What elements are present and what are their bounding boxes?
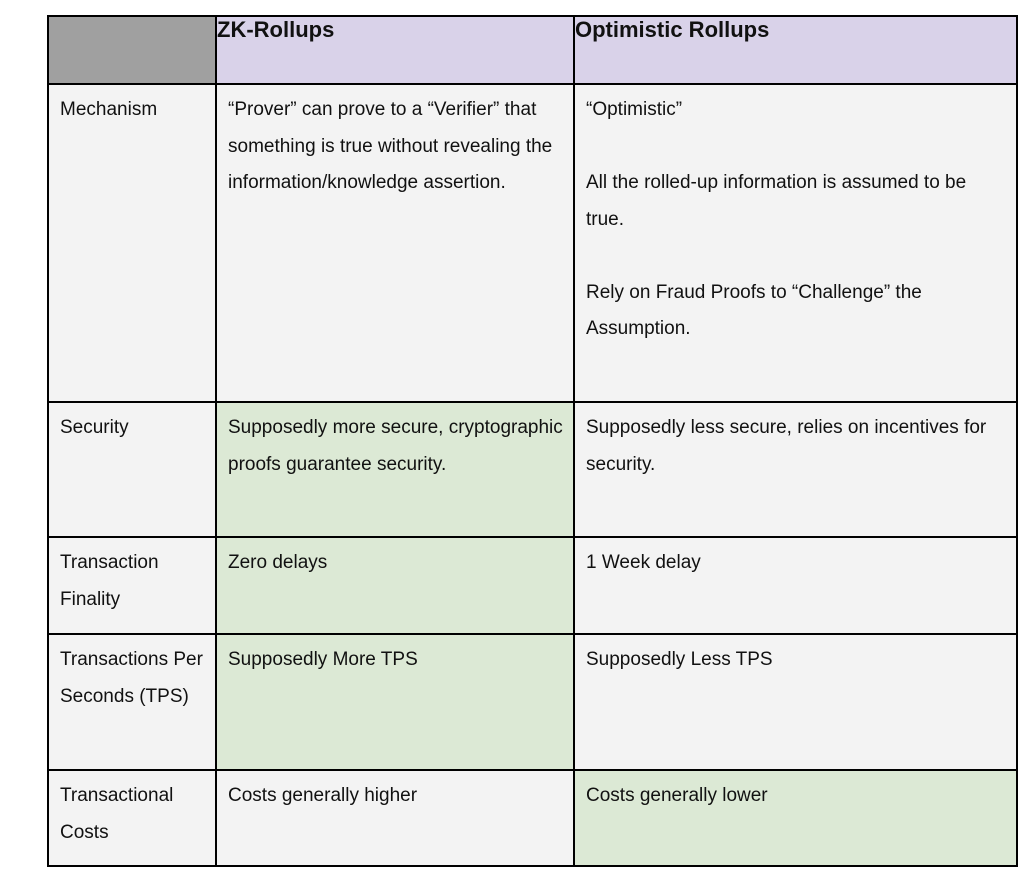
optimistic-cell bbox=[574, 537, 1017, 634]
optimistic-cell-highlighted bbox=[574, 770, 1017, 866]
row-label-cell bbox=[48, 770, 216, 866]
zk-cell bbox=[216, 770, 574, 866]
table-row-costs bbox=[48, 770, 1017, 866]
table-row-mechanism bbox=[48, 84, 1017, 402]
optimistic-cell bbox=[574, 84, 1017, 402]
table-row-security bbox=[48, 402, 1017, 537]
mechanism-optimistic-para-3: Rely on Fraud Proofs to “Challenge” the Assumption. bbox=[586, 281, 922, 339]
corner-cell bbox=[48, 16, 216, 84]
row-label-cell bbox=[48, 84, 216, 402]
mechanism-optimistic-text bbox=[575, 85, 1016, 348]
security-optimistic-text: Supposedly less secure, relies on incentives for security. bbox=[586, 417, 987, 475]
column-header-optimistic-rollups: Optimistic Rollups bbox=[574, 16, 1017, 84]
zk-cell-highlighted bbox=[216, 537, 574, 634]
row-label-finality: Transaction Finality bbox=[60, 552, 159, 610]
optimistic-cell bbox=[574, 634, 1017, 770]
finality-optimistic-text: 1 Week delay bbox=[586, 552, 701, 573]
header-row bbox=[48, 16, 1017, 84]
table-row-finality bbox=[48, 537, 1017, 634]
zk-cell bbox=[216, 84, 574, 402]
row-label-cell bbox=[48, 634, 216, 770]
costs-optimistic-text: Costs generally lower bbox=[586, 785, 768, 806]
row-label-mechanism: Mechanism bbox=[60, 99, 158, 120]
mechanism-optimistic-para-1: “Optimistic” bbox=[586, 99, 683, 120]
row-label-security: Security bbox=[60, 417, 129, 438]
costs-zk-text: Costs generally higher bbox=[228, 785, 418, 806]
optimistic-cell bbox=[574, 402, 1017, 537]
tps-optimistic-text: Supposedly Less TPS bbox=[586, 649, 773, 670]
row-label-costs: Transactional Costs bbox=[60, 785, 174, 843]
zk-cell-highlighted bbox=[216, 634, 574, 770]
table-row-tps bbox=[48, 634, 1017, 770]
mechanism-optimistic-para-2: All the rolled-up information is assumed to be true. bbox=[586, 172, 967, 230]
row-label-cell bbox=[48, 402, 216, 537]
tps-zk-text: Supposedly More TPS bbox=[228, 649, 418, 670]
zk-cell-highlighted bbox=[216, 402, 574, 537]
column-header-zk-rollups: ZK-Rollups bbox=[216, 16, 574, 84]
finality-zk-text: Zero delays bbox=[228, 552, 328, 573]
security-zk-text: Supposedly more secure, cryptographic proofs guarantee security. bbox=[228, 417, 563, 475]
row-label-cell bbox=[48, 537, 216, 634]
comparison-table bbox=[47, 15, 1018, 867]
mechanism-zk-text: “Prover” can prove to a “Verifier” that something is true without revealing the information/knowledge assertion. bbox=[228, 99, 553, 193]
row-label-tps: Transactions Per Seconds (TPS) bbox=[60, 649, 203, 707]
